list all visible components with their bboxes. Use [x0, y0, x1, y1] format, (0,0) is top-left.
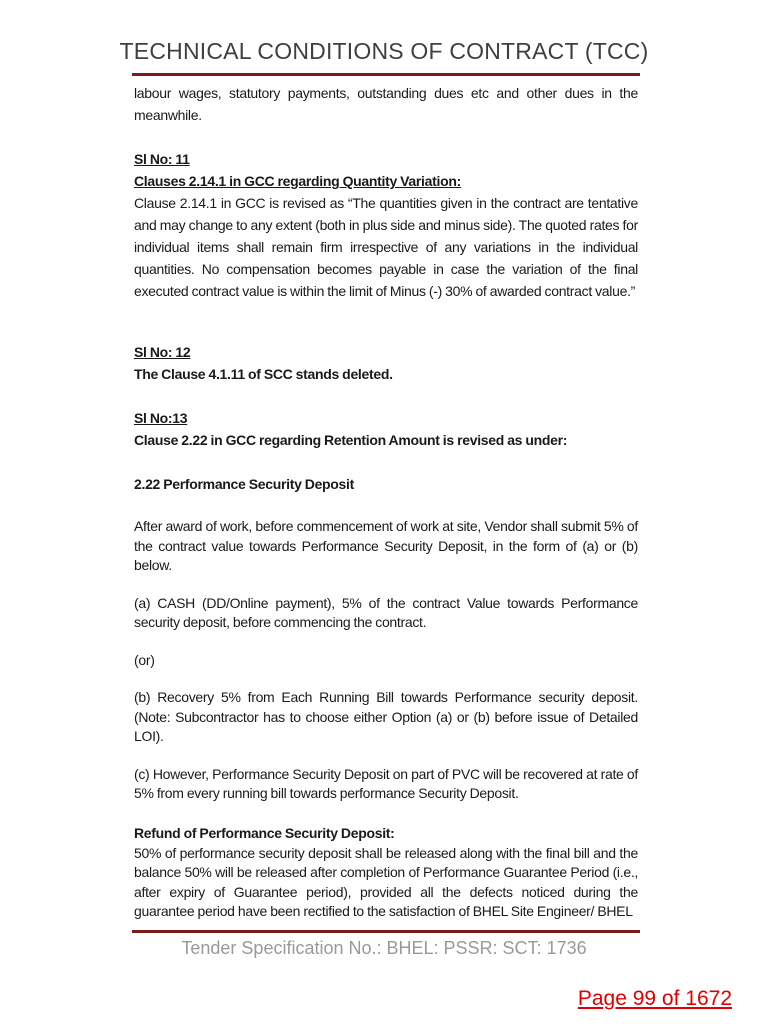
intro-paragraph: labour wages, statutory payments, outstanding dues etc and other dues in the meanwhile.	[134, 85, 638, 123]
sl-13-option-b: (b) Recovery 5% from Each Running Bill towards Performance security deposit. (Note: Subcontractor has to choose either Option (a) or (b) before issue of Detailed LOI).	[134, 689, 638, 744]
sl-13-or: (or)	[134, 651, 155, 668]
sl-13-subheading: 2.22 Performance Security Deposit	[134, 476, 354, 492]
sl-11-label: Sl No: 11	[134, 151, 190, 167]
footer-divider	[132, 930, 640, 933]
page-header-title: TECHNICAL CONDITIONS OF CONTRACT (TCC)	[119, 38, 649, 64]
sl-13-option-a: (a) CASH (DD/Online payment), 5% of the contract Value towards Performance security deposit, before commencing the contract.	[134, 594, 638, 630]
sl-13-heading: Clause 2.22 in GCC regarding Retention Amount is revised as under:	[134, 432, 568, 448]
sl-13-option-c: (c) However, Performance Security Deposit on part of PVC will be recovered at rate of 5% from every running bill towards performance Security Deposit.	[134, 765, 638, 801]
sl-11-heading: Clauses 2.14.1 in GCC regarding Quantity Variation:	[134, 173, 461, 189]
page-number-link[interactable]: Page 99 of 1672	[577, 987, 732, 1010]
sl-12-heading: The Clause 4.1.11 of SCC stands deleted.	[134, 366, 393, 382]
sl-11-paragraph: Clause 2.14.1 in GCC is revised as “The quantities given in the contract are tentative and may change to any extent (both in plus side and minus side). The quoted rates for individual items shall remain firm irrespective of any variations in the individual quantities. No compensation becomes payable in case the variation of the final executed contract value is within the limit of Minus (-) 30% of awarded contract value.”	[134, 195, 638, 299]
refund-heading: Refund of Performance Security Deposit:	[134, 824, 395, 841]
document-body	[134, 82, 638, 922]
header-divider	[132, 73, 640, 76]
sl-13-paragraph-1: After award of work, before commencement of work at site, Vendor shall submit 5% of the contract value towards Performance Security Deposit, in the form of (a) or (b) below.	[134, 518, 638, 573]
sl-13-label: Sl No:13	[134, 410, 188, 426]
refund-paragraph: 50% of performance security deposit shall be released along with the final bill and the balance 50% will be released after completion of Performance Guarantee Period (i.e., after expiry of Guarantee period), provided all the defects noticed during the guarantee period have been rectified to the satisfaction of BHEL Site Engineer/ BHEL	[134, 844, 638, 919]
tender-specification: Tender Specification No.: BHEL: PSSR: SCT: 1736	[181, 938, 587, 958]
sl-12-label: Sl No: 12	[134, 344, 191, 360]
